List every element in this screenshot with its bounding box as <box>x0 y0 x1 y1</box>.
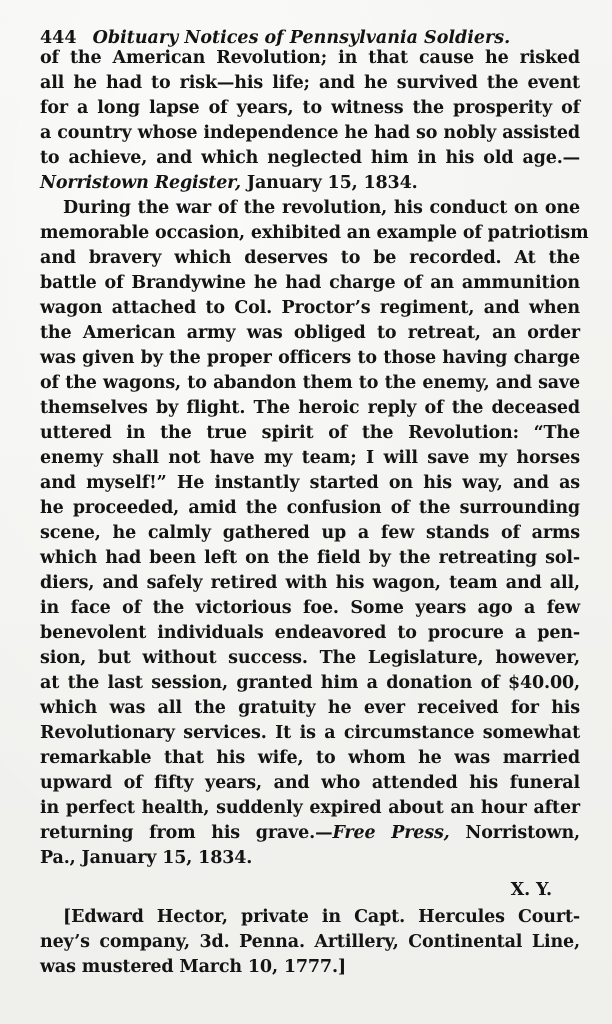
editorial-note-line: ney’s company, 3d. Penna. Artillery, Continental Line, <box>40 932 580 952</box>
text-line: a country whose independence he had so nobly assisted <box>40 123 580 143</box>
text-line: Revolutionary services. It is a circumstance somewhat <box>40 723 580 743</box>
editorial-note-line: [Edward Hector, private in Capt. Hercules Court- <box>63 907 580 927</box>
paragraph-first-line: During the war of the revolution, his conduct on one <box>63 198 580 218</box>
text-line: battle of Brandywine he had charge of an ammunition <box>40 273 580 293</box>
text-line: Pa., January 15, 1834. <box>40 848 253 868</box>
text-line: at the last session, granted him a donation of $40.00, <box>40 673 580 693</box>
text-line: uttered in the true spirit of the Revolution: “The <box>40 423 580 443</box>
citation-source: Free Press, <box>332 823 450 843</box>
citation-source: Norristown Register, <box>40 173 241 193</box>
text-line: which had been left on the field by the retreating sol- <box>40 548 580 568</box>
text-line: benevolent individuals endeavored to procure a pen- <box>40 623 580 643</box>
running-title: Obituary Notices of Pennsylvania Soldiers. <box>92 28 511 48</box>
text-line: of the wagons, to abandon them to the enemy, and save <box>40 373 580 393</box>
text-line: was given by the proper officers to those having charge <box>40 348 580 368</box>
signature-initials: X. Y. <box>510 880 552 900</box>
text-line: the American army was obliged to retreat, an order <box>40 323 580 343</box>
text-line: for a long lapse of years, to witness the prosperity of <box>40 98 580 118</box>
text-line: he proceeded, amid the confusion of the surrounding <box>40 498 580 518</box>
text-line: to achieve, and which neglected him in his old age.— <box>40 148 580 168</box>
text-line: memorable occasion, exhibited an example of patriotism <box>40 223 589 243</box>
text-line: remarkable that his wife, to whom he was married <box>40 748 580 768</box>
text-line: enemy shall not have my team; I will save my horses <box>40 448 580 468</box>
text-line <box>40 171 580 195</box>
text-line: in face of the victorious foe. Some years ago a few <box>40 598 580 618</box>
editorial-note-line: was mustered March 10, 1777.] <box>40 957 347 977</box>
text-line: all he had to risk—his life; and he survived the event <box>40 73 580 93</box>
text-line: sion, but without success. The Legislature, however, <box>40 648 580 668</box>
text-line: themselves by flight. The heroic reply of the deceased <box>40 398 580 418</box>
text-segment: returning from his grave.— <box>40 823 333 843</box>
text-line: wagon attached to Col. Proctor’s regiment, and when <box>40 298 580 318</box>
text-line: which was all the gratuity he ever received for his <box>40 698 580 718</box>
citation-date: January 15, 1834. <box>240 173 418 193</box>
text-line: of the American Revolution; in that cause he risked <box>40 48 580 68</box>
text-line: upward of fifty years, and who attended his funeral <box>40 773 580 793</box>
text-line <box>40 821 580 845</box>
text-line: and myself!” He instantly started on his way, and as <box>40 473 580 493</box>
text-line: and bravery which deserves to be recorded. At the <box>40 248 580 268</box>
text-line: scene, he calmly gathered up a few stands of arms <box>40 523 580 543</box>
text-segment: Norristown, <box>449 823 580 843</box>
text-line: in perfect health, suddenly expired about an hour after <box>40 798 580 818</box>
text-line: diers, and safely retired with his wagon, team and all, <box>40 573 580 593</box>
page-number: 444 <box>40 28 77 48</box>
